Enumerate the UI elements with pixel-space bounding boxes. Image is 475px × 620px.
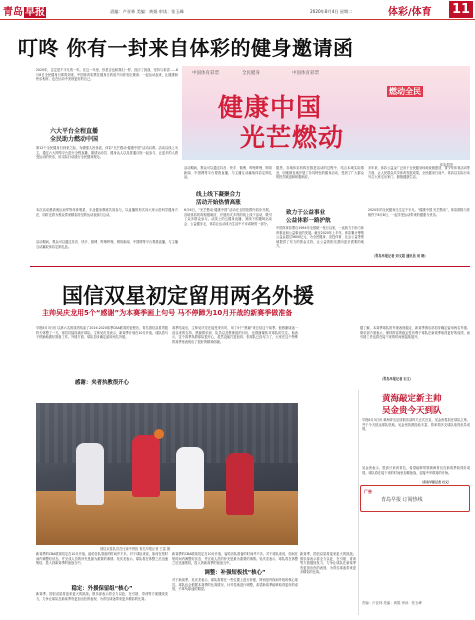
banner-caption: 体彩供图 [440, 163, 453, 167]
paragraph-5: 据悉，各地体彩机构在推进活动的过程中，结合本地实际情况，因地制宜地开展了各具特色的健身活动，受到了广大群众的热烈欢迎和积极响应。 [276, 166, 364, 180]
paragraph-6: 中国体育彩票自1994年全国统一发行以来，一直致力于助力体育事业和公益事业的发展。截至2020年上半年，体彩累计筹集公益金超过5600亿元，为全民健身、竞技体育、社会公益等领域提供了有力的资金支持，让公益的阳光洒向更多需要的地方。 [276, 226, 364, 249]
banner-label-1: 中国体育彩票 [192, 71, 219, 76]
subhead-2a: 线上线下凝聚合力 [196, 192, 241, 198]
subhead-3a: 致力于公益事业 [286, 210, 326, 216]
basketball-para-2: 赛季结束后，主帅吴庆龙在接受采访时，用了5个“感谢”来总结这个赛季。他感谢球迷一直以来的支持，感谢俱乐部、队员以及教练组的付出，也感谢媒体对球队的关注。他表示，这个赛季执教球队很开心，虽然没能打进前四，但球队已经尽力了，大家在这个特殊的赛季里表现出了很好的精神面貌。 [172, 326, 298, 344]
page-number: 11 [449, 1, 473, 18]
divider-1 [30, 266, 470, 267]
basketball-para-6: 新赛季的CBA联赛初定在10月开战，留给各队准备的时间并不多。对于球队来说，如何在短时间内调整好状态，并完成人员的补充是最为重要的事情。吴庆龙表示，球队将在休整之后迅速集结，投入到新赛季的备战当中。 [172, 552, 298, 566]
basketball-para-7: 对于新赛季，吴庆龙表示，球队需要在一些位置上进行补强，特别是内线和外线的核心球员。球队也会根据本赛季的比赛情况，针对性地进行调整，希望新赛季能够取得更好的成绩，不辜负球迷的期望。 [172, 578, 298, 592]
byline-2: （青岛早报记者 石义） [380, 377, 413, 381]
subheadline-2: 主帅吴庆龙用5个“感谢”为本赛季画上句号 马不停蹄为10月开战的新赛季做准备 [42, 309, 293, 317]
basketball-photo [36, 403, 298, 545]
basketball-subhead-3: 调整：补强短板找“核心” [204, 570, 266, 576]
paragraph-4: 6月6日，“光芒燃动·健康中国”活动在全国范围内同步开展。各地体彩机构积极响应，开展形式多样的线上线下活动，吸引了众多群众参与。从线上的云健身直播，到线下的趣味运动会、公益健步走，体彩让运动成为生活中不可或缺的一部分。 [184, 208, 272, 226]
logo-text: 青岛 [3, 7, 23, 18]
football-para-1: 早报8月3日讯 黄海青岛足球俱乐部昨天正式官宣，吴金贵将担任球队主帅，并于今天抵达球队驻地。吴金贵执教经验丰富，曾率领多支球队取得优异成绩。 [362, 418, 470, 432]
banner-title-1: 健康中国 [218, 93, 323, 122]
ad-text: 青岛早报 订阅热线 [381, 497, 423, 503]
banner-slogan: 燃动全民 [389, 87, 421, 96]
footer-credit: 责编：卢亚林 美编：黄娟 审读：张玉峰 [362, 601, 422, 605]
paragraph-7: 多年来，体彩公益金广泛用于全民健身场地设施建设、青少年体育活动等方面，让人民群众共享体育发展成果。全民健身日前夕，体彩以实际行动号召大家走出家门，拥抱健康生活。 [368, 166, 470, 180]
player-red-1 [132, 435, 160, 497]
editor-line: 责编：卢亚林 美编：黄娟 审读：张玉峰 [110, 9, 184, 14]
basketball-subhead-2: 稳定：外援保留组“核心” [71, 586, 133, 592]
basketball-lede: 早报8月3日讯 以第六名的成绩结束了2019-2020赛季CBA联赛的征程后，青岛国信双星男篮昨天休整了一天，球员们陆续离开球队。主帅吴庆龙表示，新赛季计划在10月开战，球队将马不停蹄地做好准备工作。外援方面，球队初步确定留用两名外援。 [36, 326, 168, 340]
intro-text: 2020年，注定是不平凡的一年。在这一年里，你是否也和我们一样，经历了挑战、坚持与希望……8月8日全民健身日即将到来，中国体育彩票在健身日的前夕向你发出邀请：一起运动起来，让健康和快乐相伴，也在运动中发现更好的自己。 [36, 68, 178, 82]
banner-label-3: 中国体育彩票 [292, 71, 319, 76]
issue-date: 2020年8月4日 星期二 [310, 9, 353, 14]
player-white-1 [76, 443, 104, 505]
paragraph-1: 第12个全民健身日到来之际，为增强人民体质，体彩“光芒燃动·健康中国”活动启幕。活动以线上为主，通过六大网络平台进行全程直播，邀请运动员、健身达人以及普通百姓一起参与，让更多的人感受运动的快乐，用实际行动践行全民健身理念。 [36, 146, 178, 160]
headline-1: 叮咚 你有一封来自体彩的健身邀请函 [18, 36, 354, 60]
byline-1: （青岛早报记者 刘文超 通讯员 刘 晓） [372, 254, 428, 258]
subheadline-3: 吴金贵今天到队 [382, 406, 442, 416]
basketball-ball [154, 429, 164, 439]
banner-title-2: 光芒燃动 [240, 123, 345, 152]
logo-box: 早报 [25, 7, 45, 18]
paragraph-3b: 活动期间，观众可以通过抖音、快手、微博、哔哩哔哩、网易新闻、中国网等平台观看直播，与主播互动赢取体彩定制礼品。 [184, 166, 272, 180]
football-para-2: 吴金贵表示，很高兴来到青岛，希望能够带领黄海青岛在新赛季取得好成绩。球队将在接下来的时间里加紧备战，迎接中甲联赛的开始。 [362, 466, 470, 475]
basketball-subhead-1: 感谢：夹者执教很开心 [75, 380, 129, 386]
column-divider [358, 390, 359, 615]
photo-caption: 国信双星队员在比赛中拼抢 青岛早报记者 王雷 摄 [100, 547, 170, 551]
paragraph-2: 本次活动邀请奥运冠军等体育明星、专业健身教练共同参与，以直播的形式向大家示范科学健身方法，同时还将为观众带来精彩纷呈的运动表演与互动。 [36, 208, 178, 217]
basketball-para-8: 新赛季，国信双星将迎来更大的挑战。俱乐部表示将全力以赴，在引援、青训等方面继续发力，力争让球队在新赛季有更加出色的表现，为青岛球迷带来更多精彩的比赛。 [300, 552, 356, 575]
headline-3: 黄海敲定新主帅 [382, 394, 442, 404]
basketball-para-5: 新赛季，国信双星将迎来更大的挑战。俱乐部表示将全力以赴，在引援、青训等方面继续发力，力争让球队在新赛季有更加出色的表现，为青岛球迷带来更多精彩的比赛。 [36, 592, 168, 601]
promo-banner [182, 66, 470, 160]
banner-label-2: 全民健身 [242, 71, 260, 76]
paragraph-3: 活动期间，观众可以通过抖音、快手、微博、哔哩哔哩、网易新闻、中国网等平台观看直播，与主播互动赢取体彩定制礼品。 [36, 240, 178, 249]
subhead-1b: 全民助力燃动中国 [50, 136, 99, 143]
basketball-para-4: 新赛季的CBA联赛初定在10月开战，留给各队准备的时间并不多。对于球队来说，如何在短时间内调整好状态，并完成人员的补充是最为重要的事情。吴庆龙表示，球队将在休整之后迅速集结，投入到新赛季的备战当中。 [36, 552, 168, 566]
subhead-1a: 六大平台全程直播 [50, 128, 99, 135]
subhead-2b: 活动开始热情高涨 [196, 200, 241, 206]
newspaper-logo [3, 3, 46, 18]
byline-3: （青岛早报记者 石义） [420, 480, 452, 484]
player-white-2 [176, 447, 204, 509]
ad-box[interactable] [360, 485, 470, 512]
section-title: 体彩/体育 [388, 7, 432, 18]
basketball-para-3: 据了解，本赛季球队的外援表现稳定，新赛季俱乐部初步确定留用两名外援。俱乐部方面表示，保持阵容的稳定性有利于球队在新赛季取得更好的成绩，而引援工作也将在接下来的时间里陆续展开。 [360, 326, 470, 340]
headline-2: 国信双星初定留用两名外援 [62, 284, 314, 308]
paragraph-8: 2020年的全民健身日注定不平凡。“健康中国 光芒燃动”，体彩期待与你相约于8月8日，一起享受运动带来的健康与快乐。 [368, 208, 470, 217]
player-red-2 [226, 453, 254, 515]
subhead-3b: 公益体彩一路护航 [286, 218, 331, 224]
ad-label: 广告 [364, 489, 372, 494]
